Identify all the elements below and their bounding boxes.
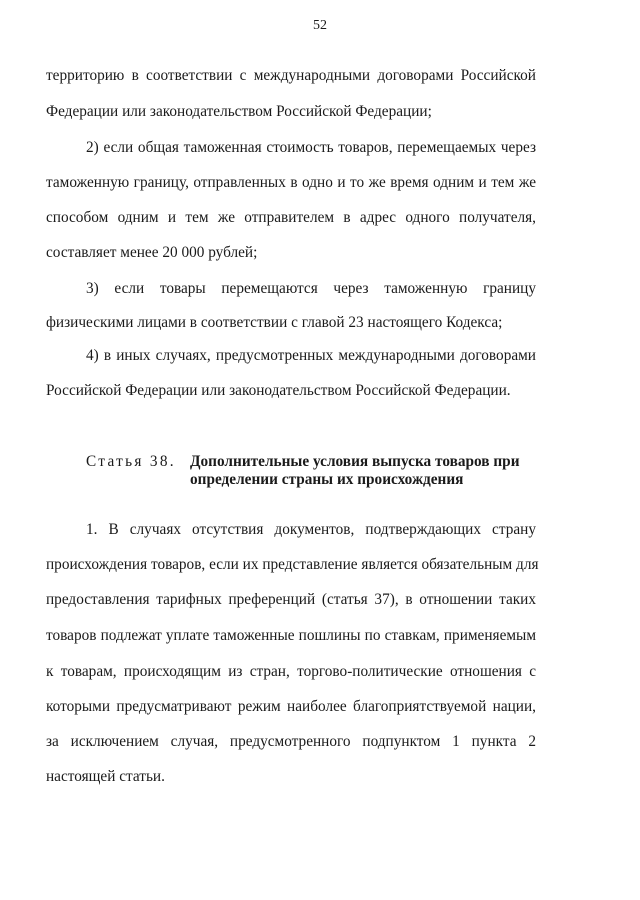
text-line: 3) если товары перемещаются через таможенную границу	[86, 280, 536, 297]
text-line: товаров подлежат уплате таможенные пошлины по ставкам, применяемым	[46, 627, 536, 644]
text-line: предоставления тарифных преференций (статья 37), в отношении таких	[46, 591, 536, 608]
text-line: 4) в иных случаях, предусмотренных международными договорами	[86, 347, 536, 364]
text-line: Российской Федерации или законодательством Российской Федерации.	[46, 382, 511, 399]
text-line: происхождения товаров, если их представление является обязательным для	[46, 556, 539, 573]
text-line: способом одним и тем же отправителем в адрес одного получателя,	[46, 209, 536, 226]
text-line: 1. В случаях отсутствия документов, подтверждающих страну	[86, 521, 536, 538]
text-line: физическими лицами в соответствии с главой 23 настоящего Кодекса;	[46, 314, 503, 331]
text-line: таможенную границу, отправленных в одно и то же время одним и тем же	[46, 174, 536, 191]
text-line: которыми предусматривают режим наиболее благоприятствуемой нации,	[46, 698, 536, 715]
text-line: Федерации или законодательством Российской Федерации;	[46, 103, 432, 120]
text-line: настоящей статьи.	[46, 768, 165, 785]
article-title-line: Дополнительные условия выпуска товаров при	[190, 453, 520, 470]
text-line: к товарам, происходящим из стран, торгово-политические отношения с	[46, 663, 536, 680]
text-line: составляет менее 20 000 рублей;	[46, 244, 258, 261]
text-line: 2) если общая таможенная стоимость товаров, перемещаемых через	[86, 139, 536, 156]
article-title-line: определении страны их происхождения	[190, 471, 464, 488]
page-number: 52	[313, 18, 327, 33]
text-line: за исключением случая, предусмотренного подпунктом 1 пункта 2	[46, 733, 536, 750]
text-line: территорию в соответствии с международными договорами Российской	[46, 67, 536, 84]
article-label: Статья 38.	[86, 453, 176, 470]
